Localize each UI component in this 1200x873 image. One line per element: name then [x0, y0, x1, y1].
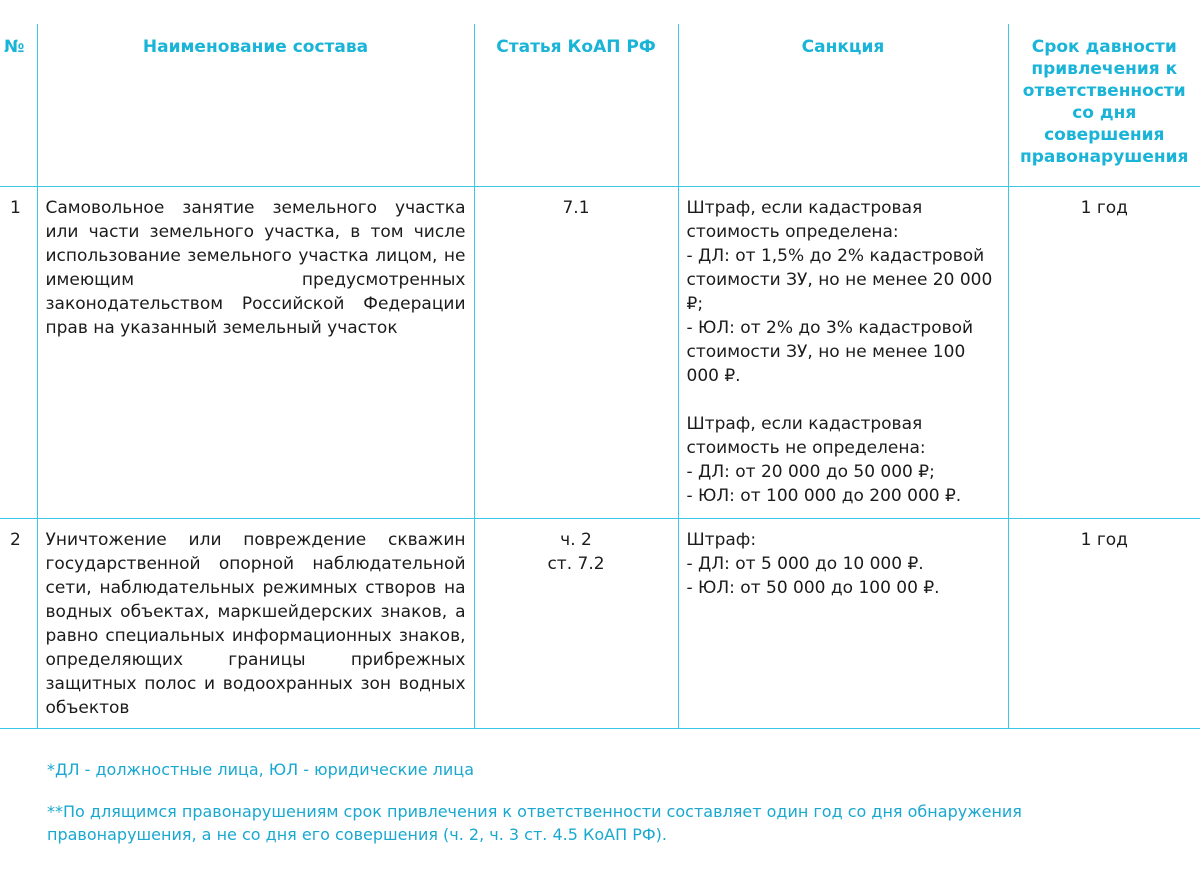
table-row	[0, 518, 1200, 728]
header-sanction: Санкция	[678, 24, 1008, 186]
sanction-line: Штраф, если кадастровая стоимость определена:	[686, 197, 923, 242]
row-offense-name	[37, 518, 474, 728]
table-header-row	[0, 24, 1200, 186]
sanction-line: - ДЛ: от 5 000 до 10 000 ₽.	[686, 553, 924, 574]
row-offense-name	[37, 186, 474, 518]
sanction-line: - ДЛ: от 20 000 до 50 000 ₽;	[686, 461, 935, 482]
header-name: Наименование состава	[37, 24, 474, 186]
header-article: Статья КоАП РФ	[474, 24, 678, 186]
sanction-line: - ЮЛ: от 2% до 3% кадастровой стоимости ЗУ, но не менее 100 000 ₽.	[686, 317, 974, 386]
row-term: 1 год	[1008, 186, 1200, 518]
footnote-abbreviations: *ДЛ - должностные лица, ЮЛ - юридические лица	[47, 760, 474, 779]
article-line: 7.1	[562, 197, 590, 218]
penalties-table	[0, 24, 1200, 729]
sanction-line: - ЮЛ: от 50 000 до 100 00 ₽.	[686, 577, 940, 598]
row-num: 2	[0, 518, 37, 728]
article-line: ст. 7.2	[547, 553, 605, 574]
header-num: №	[0, 24, 37, 186]
row-article	[474, 518, 678, 728]
article-line: ч. 2	[560, 529, 592, 550]
sanction-line: Штраф:	[686, 529, 757, 550]
sanction-line: Штраф, если кадастровая стоимость не определена:	[686, 413, 926, 458]
row-term: 1 год	[1008, 518, 1200, 728]
table-row	[0, 186, 1200, 518]
sanction-line: - ЮЛ: от 100 000 до 200 000 ₽.	[686, 485, 962, 506]
sanction-gap	[687, 388, 1000, 412]
header-term: Срок давности привлечения к ответственности со дня совершения правонарушения	[1008, 24, 1200, 186]
sanction-line: - ДЛ: от 1,5% до 2% кадастровой стоимости ЗУ, но не менее 20 000 ₽;	[686, 245, 993, 314]
footnotes	[47, 758, 1167, 846]
row-sanction	[678, 518, 1008, 728]
footnote-continuing-offense: **По длящимся правонарушениям срок привлечения к ответственности составляет один год со дня обнаружения правонарушения, а не со дня его совершения (ч. 2, ч. 3 ст. 4.5 КоАП РФ).	[47, 802, 1022, 844]
row-sanction	[678, 186, 1008, 518]
offense-text: Уничтожение или повреждение скважин государственной опорной наблюдательной сети, наблюдательных режимных створов на водных объектах, маркшейдерских знаков, а равно специальных информационных знаков, определяющих границы прибрежных защитных полос и водоохранных зон водных объектов	[45, 529, 466, 718]
row-num: 1	[0, 186, 37, 518]
offense-text: Самовольное занятие земельного участка или части земельного участка, в том числе использование земельного участка лицом, не имеющим предусмотренных законодательством Российской Федерации прав на указанный земельный участок	[45, 197, 466, 338]
row-article	[474, 186, 678, 518]
